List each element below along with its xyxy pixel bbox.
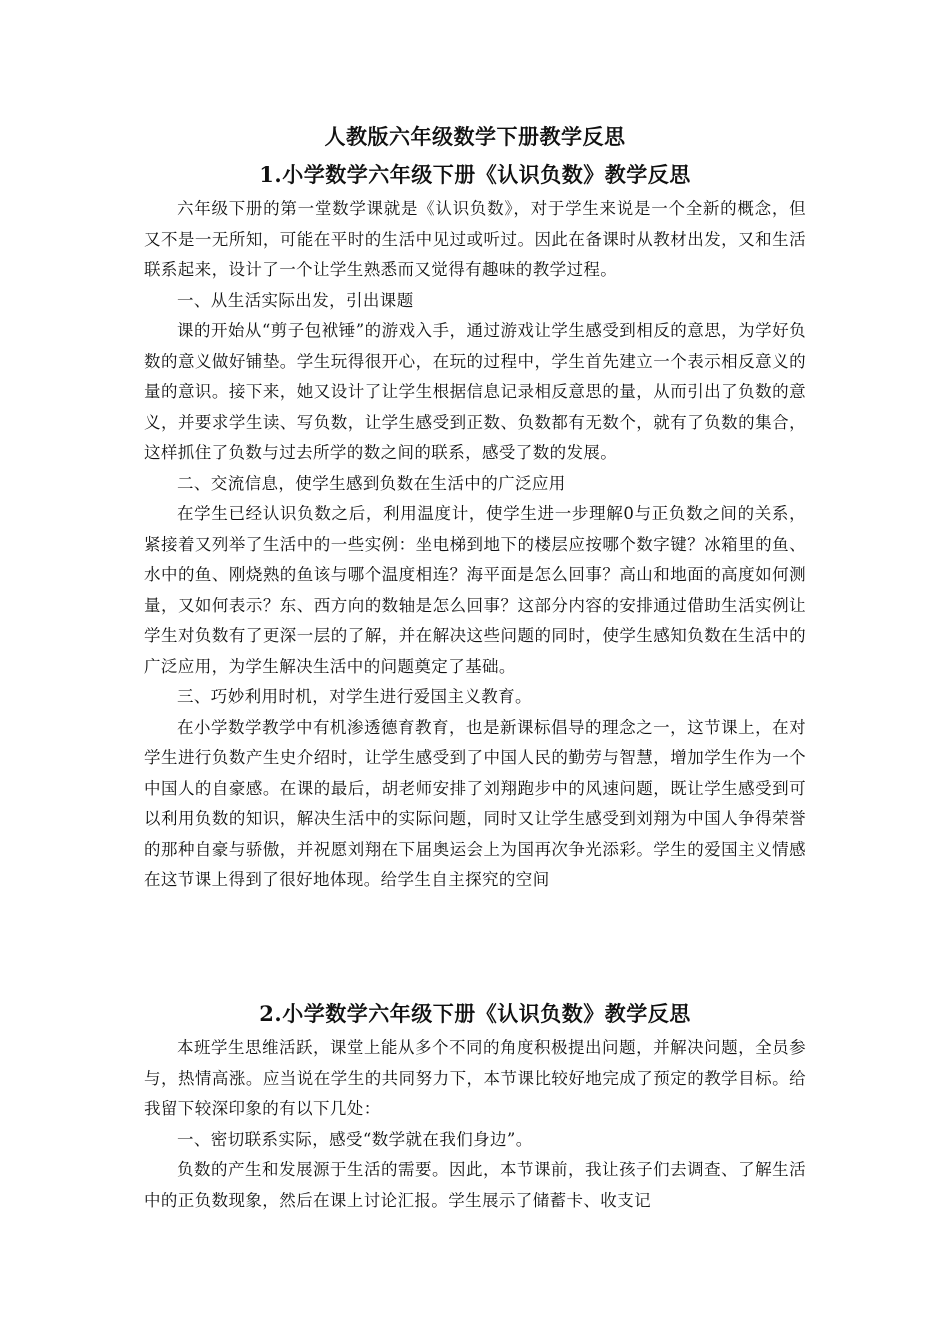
- paragraph: 本班学生思维活跃，课堂上能从多个不同的角度积极提出问题，并解决问题，全员参与，热情高涨。应当说在学生的共同努力下，本节课比较好地完成了预定的教学目标。给我留下较深印象的有以下几处：: [144, 1038, 806, 1118]
- subheading: 三、巧妙利用时机，对学生进行爱国主义教育。: [177, 687, 532, 706]
- subheading: 一、从生活实际出发，引出课题: [177, 290, 414, 310]
- subheading: 二、交流信息，使学生感到负数在生活中的广泛应用: [177, 473, 566, 493]
- section-1-heading: 1.小学数学六年级下册《认识负数》教学反思: [259, 162, 691, 187]
- subheading: 一、密切联系实际，感受“数学就在我们身边”。: [177, 1129, 533, 1149]
- paragraph: 课的开始从“剪子包袱锤”的游戏入手，通过游戏让学生感受到相反的意思，为学好负数的意义做好铺垫。学生玩得很开心，在玩的过程中，学生首先建立一个表示相反意义的量的意识。接下来，她又设计了让学生根据信息记录相反意思的量，从而引出了负数的意义，并要求学生读、写负数，让学生感受到正数、负数都有无数个，就有了负数的集合，这样抓住了负数与过去所学的数之间的联系，感受了数的发展。: [144, 321, 806, 462]
- section-1-body: [144, 194, 806, 896]
- section-2-body: [144, 1033, 806, 1216]
- document-title: 人教版六年级数学下册教学反思: [324, 124, 626, 149]
- section-2-heading: 2.小学数学六年级下册《认识负数》教学反思: [259, 1001, 691, 1026]
- paragraph: 在小学数学教学中有机渗透德育教育，也是新课标倡导的理念之一，这节课上，在对学生进行负数产生史介绍时，让学生感受到了中国人民的勤劳与智慧，增加学生作为一个中国人的自豪感。在课的最后，胡老师安排了刘翔跑步中的风速问题，既让学生感受到可以利用负数的知识，解决生活中的实际问题，同时又让学生感受到刘翔为中国人争得荣誉的那种自豪与骄傲，并祝愿刘翔在下届奥运会上为国再次争光添彩。学生的爱国主义情感在这节课上得到了很好地体现。给学生自主探究的空间: [144, 717, 806, 889]
- paragraph: 六年级下册的第一堂数学课就是《认识负数》，对于学生来说是一个全新的概念，但又不是一无所知，可能在平时的生活中见过或听过。因此在备课时从教材出发，又和生活联系起来，设计了一个让学生熟悉而又觉得有趣味的教学过程。: [144, 199, 806, 279]
- paragraph: 在学生已经认识负数之后，利用温度计，使学生进一步理解0与正负数之间的关系，紧接着又列举了生活中的一些实例：坐电梯到地下的楼层应按哪个数字键？冰箱里的鱼、水中的鱼、刚烧熟的鱼该与哪个温度相连？海平面是怎么回事？高山和地面的高度如何测量，又如何表示？东、西方向的数轴是怎么回事？这部分内容的安排通过借助生活实例让学生对负数有了更深一层的了解，并在解决这些问题的同时，使学生感知负数在生活中的广泛应用，为学生解决生活中的问题奠定了基础。: [144, 504, 806, 676]
- paragraph: 负数的产生和发展源于生活的需要。因此，本节课前，我让孩子们去调查、了解生活中的正负数现象，然后在课上讨论汇报。学生展示了储蓄卡、收支记: [144, 1160, 806, 1210]
